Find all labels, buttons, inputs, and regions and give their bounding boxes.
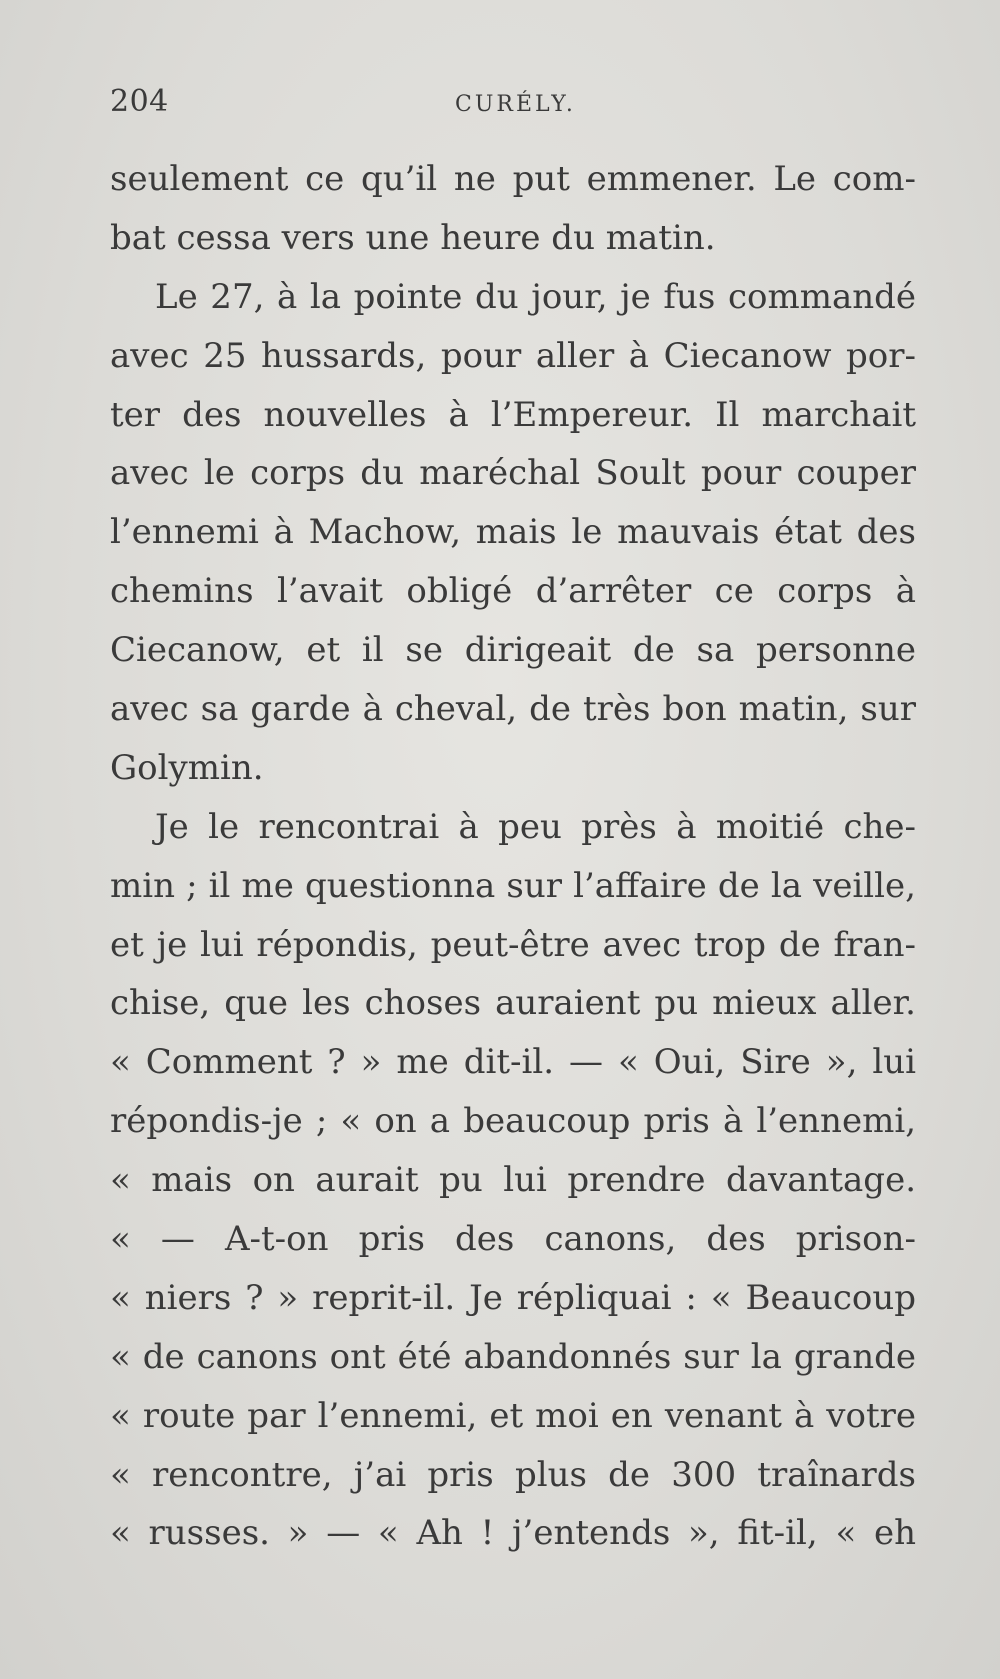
text-line: Ciecanow, et il se dirigeait de sa personne — [110, 630, 916, 671]
text-line: « niers ? » reprit-il. Je répliquai : « Beaucoup — [110, 1277, 916, 1318]
text-line: « mais on aurait pu lui prendre davantage. — [110, 1160, 916, 1201]
text-line: avec le corps du maréchal Soult pour couper — [110, 453, 916, 494]
text-line: « russes. » — « Ah ! j’entends », fit-il, « eh — [110, 1513, 916, 1554]
running-head: CURÉLY. — [455, 92, 576, 117]
page-number: 204 — [110, 84, 169, 119]
page-header — [110, 84, 910, 124]
text-line: « Comment ? » me dit-il. — « Oui, Sire », lui — [110, 1042, 916, 1083]
text-line: « de canons ont été abandonnés sur la grande — [110, 1336, 916, 1377]
text-line: Je le rencontrai à peu près à moitié che- — [155, 806, 916, 847]
text-line: « rencontre, j’ai pris plus de 300 traînards — [110, 1454, 916, 1495]
text-line: ter des nouvelles à l’Empereur. Il marchait — [110, 394, 916, 435]
text-line: et je lui répondis, peut-être avec trop de fran- — [110, 924, 916, 965]
text-line: chemins l’avait obligé d’arrêter ce corps à — [110, 571, 916, 612]
text-line: répondis-je ; « on a beaucoup pris à l’ennemi, — [110, 1101, 916, 1142]
text-line: « route par l’ennemi, et moi en venant à votre — [110, 1395, 916, 1436]
text-line: avec sa garde à cheval, de très bon matin, sur — [110, 689, 916, 730]
text-line: seulement ce qu’il ne put emmener. Le com- — [110, 159, 916, 199]
text-line: bat cessa vers une heure du matin. — [110, 217, 716, 258]
text-line: « — A-t-on pris des canons, des prison- — [110, 1219, 916, 1260]
text-line: Le 27, à la pointe du jour, je fus commandé — [155, 276, 916, 317]
text-line: l’ennemi à Machow, mais le mauvais état des — [110, 512, 916, 553]
body-text — [110, 150, 916, 1563]
text-line: min ; il me questionna sur l’affaire de la veille, — [110, 865, 916, 906]
text-line: Golymin. — [110, 747, 264, 788]
text-line: avec 25 hussards, pour aller à Ciecanow por- — [110, 335, 916, 376]
text-line: chise, que les choses auraient pu mieux aller. — [110, 983, 916, 1024]
